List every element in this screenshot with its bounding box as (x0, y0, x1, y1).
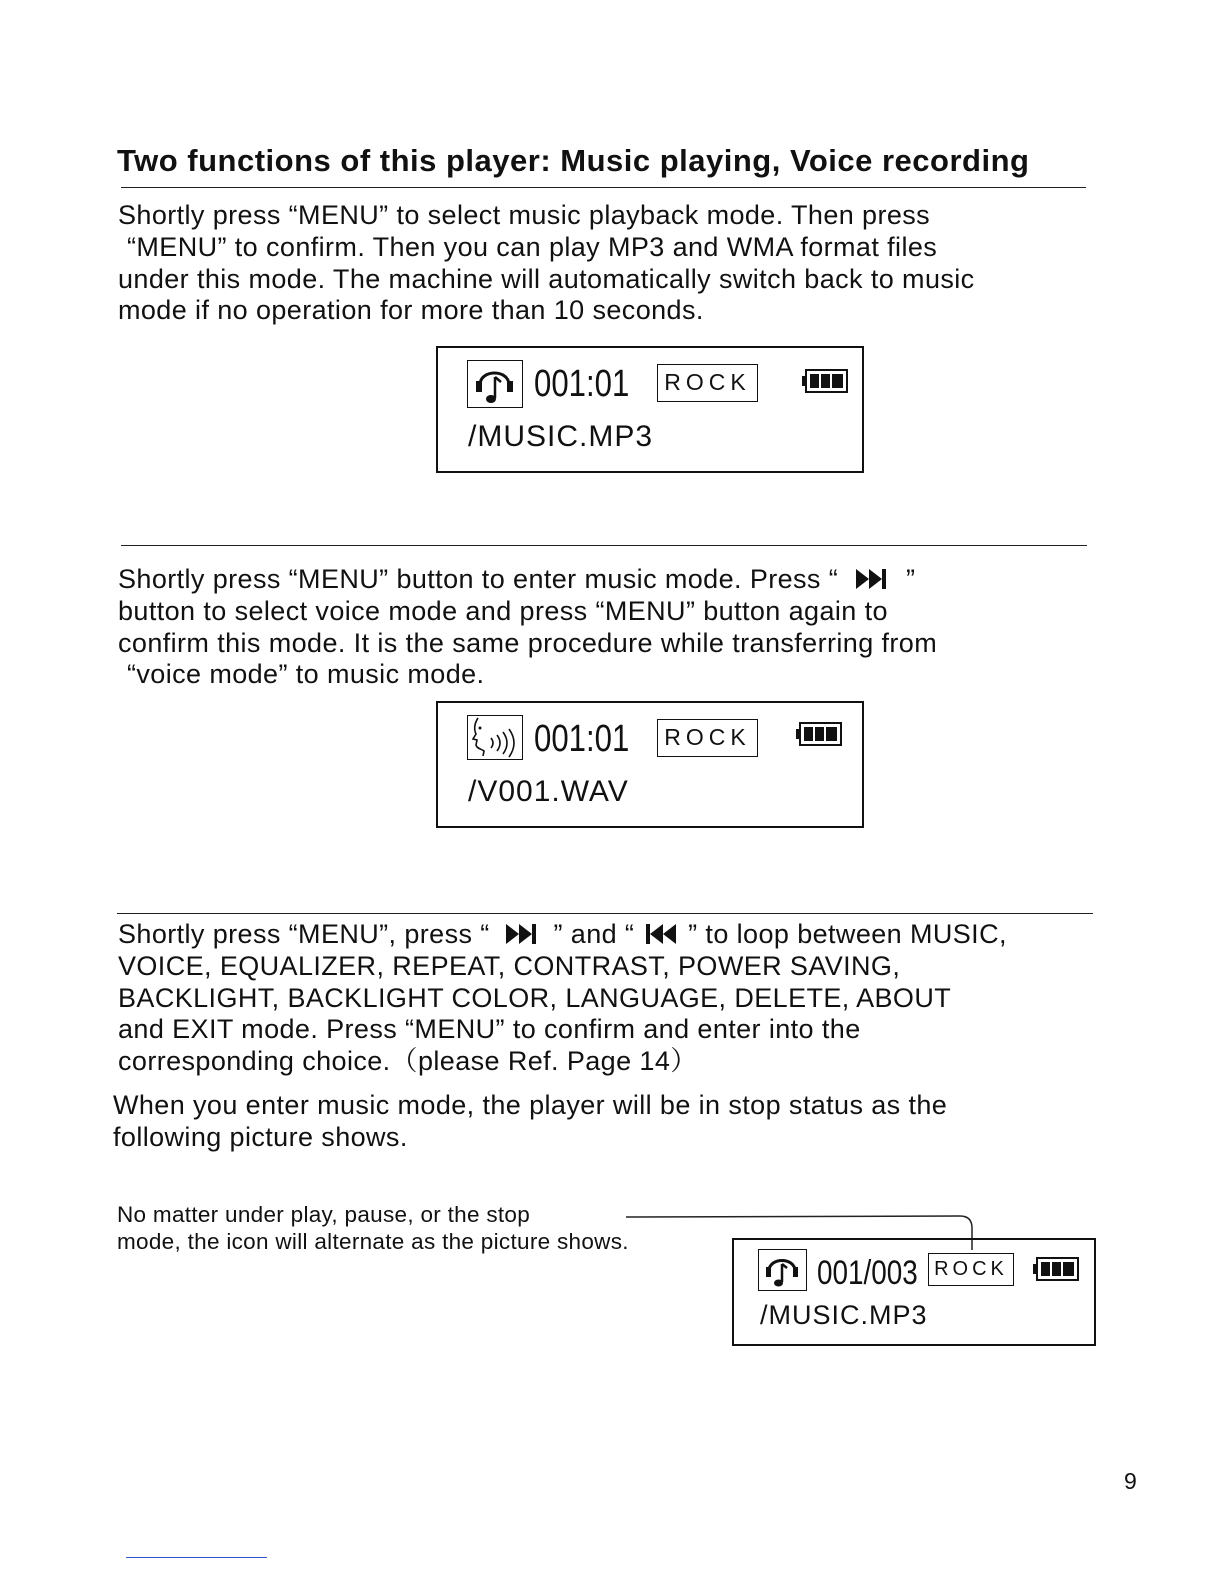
text-line (118, 564, 937, 596)
equalizer-label: ROCK (657, 719, 758, 757)
text-line: No matter under play, pause, or the stop (117, 1202, 531, 1227)
next-track-icon (854, 567, 890, 591)
section-3-text (118, 919, 1007, 1078)
text-line: mode if no operation for more than 10 seconds. (118, 295, 704, 326)
section-4-text (113, 1090, 947, 1154)
text-line (118, 919, 1007, 951)
text-segment: Shortly press “MENU” button to enter music mode. Press “ (118, 564, 839, 594)
battery-icon (802, 369, 848, 398)
text-line: corresponding choice.（please Ref. Page 14） (118, 1046, 698, 1077)
lcd-display-music (436, 346, 864, 473)
text-line: and EXIT mode. Press “MENU” to confirm and enter into the (118, 1014, 861, 1045)
text-segment: ” (905, 564, 916, 594)
lcd-display-stop (732, 1238, 1096, 1346)
heading-divider (121, 187, 1086, 188)
text-line: BACKLIGHT, BACKLIGHT COLOR, LANGUAGE, DELETE, ABOUT (118, 982, 952, 1013)
section-divider (117, 913, 1093, 914)
page-heading: Two functions of this player: Music playing, Voice recording (117, 143, 1030, 178)
text-segment: Shortly press “MENU”, press “ (118, 919, 490, 949)
text-line: Shortly press “MENU” to select music playback mode. Then press (118, 200, 931, 230)
text-line: confirm this mode. It is the same procedure while transferring from (118, 627, 938, 658)
file-name: /MUSIC.MP3 (468, 420, 654, 453)
text-line: under this mode. The machine will automatically switch back to music (118, 263, 975, 294)
file-name: /V001.WAV (468, 775, 629, 808)
text-line: When you enter music mode, the player will be in stop status as the (113, 1090, 948, 1120)
track-time: 001:01 (534, 718, 630, 760)
text-line: mode, the icon will alternate as the picture shows. (117, 1229, 629, 1254)
headphone-note-icon (467, 360, 523, 408)
text-segment: ” to loop between MUSIC, (688, 919, 1007, 949)
equalizer-label: ROCK (928, 1253, 1014, 1286)
icon-note (117, 1201, 629, 1255)
equalizer-label: ROCK (657, 364, 758, 402)
footer-rule (126, 1557, 267, 1558)
text-line: “MENU” to confirm. Then you can play MP3 and WMA format files (127, 231, 938, 262)
text-line: following picture shows. (113, 1121, 408, 1152)
battery-icon (1033, 1257, 1079, 1286)
lcd-display-voice (436, 701, 864, 828)
text-line: “voice mode” to music mode. (127, 659, 485, 690)
section-divider (121, 545, 1087, 546)
track-time: 001:01 (534, 363, 630, 405)
section-2-text (118, 564, 937, 691)
page-number: 9 (1124, 1468, 1137, 1494)
next-track-icon (504, 922, 540, 946)
file-name: /MUSIC.MP3 (760, 1300, 928, 1330)
voice-face-icon (467, 715, 523, 760)
text-line: VOICE, EQUALIZER, REPEAT, CONTRAST, POWER SAVING, (118, 950, 901, 981)
text-segment: ” and “ (553, 919, 635, 949)
previous-track-icon (644, 922, 678, 946)
text-line: button to select voice mode and press “MENU” button again to (118, 595, 888, 626)
track-counter: 001/003 (817, 1254, 918, 1292)
headphone-note-icon (758, 1249, 807, 1291)
battery-icon (796, 722, 842, 751)
section-1-text (118, 200, 975, 327)
